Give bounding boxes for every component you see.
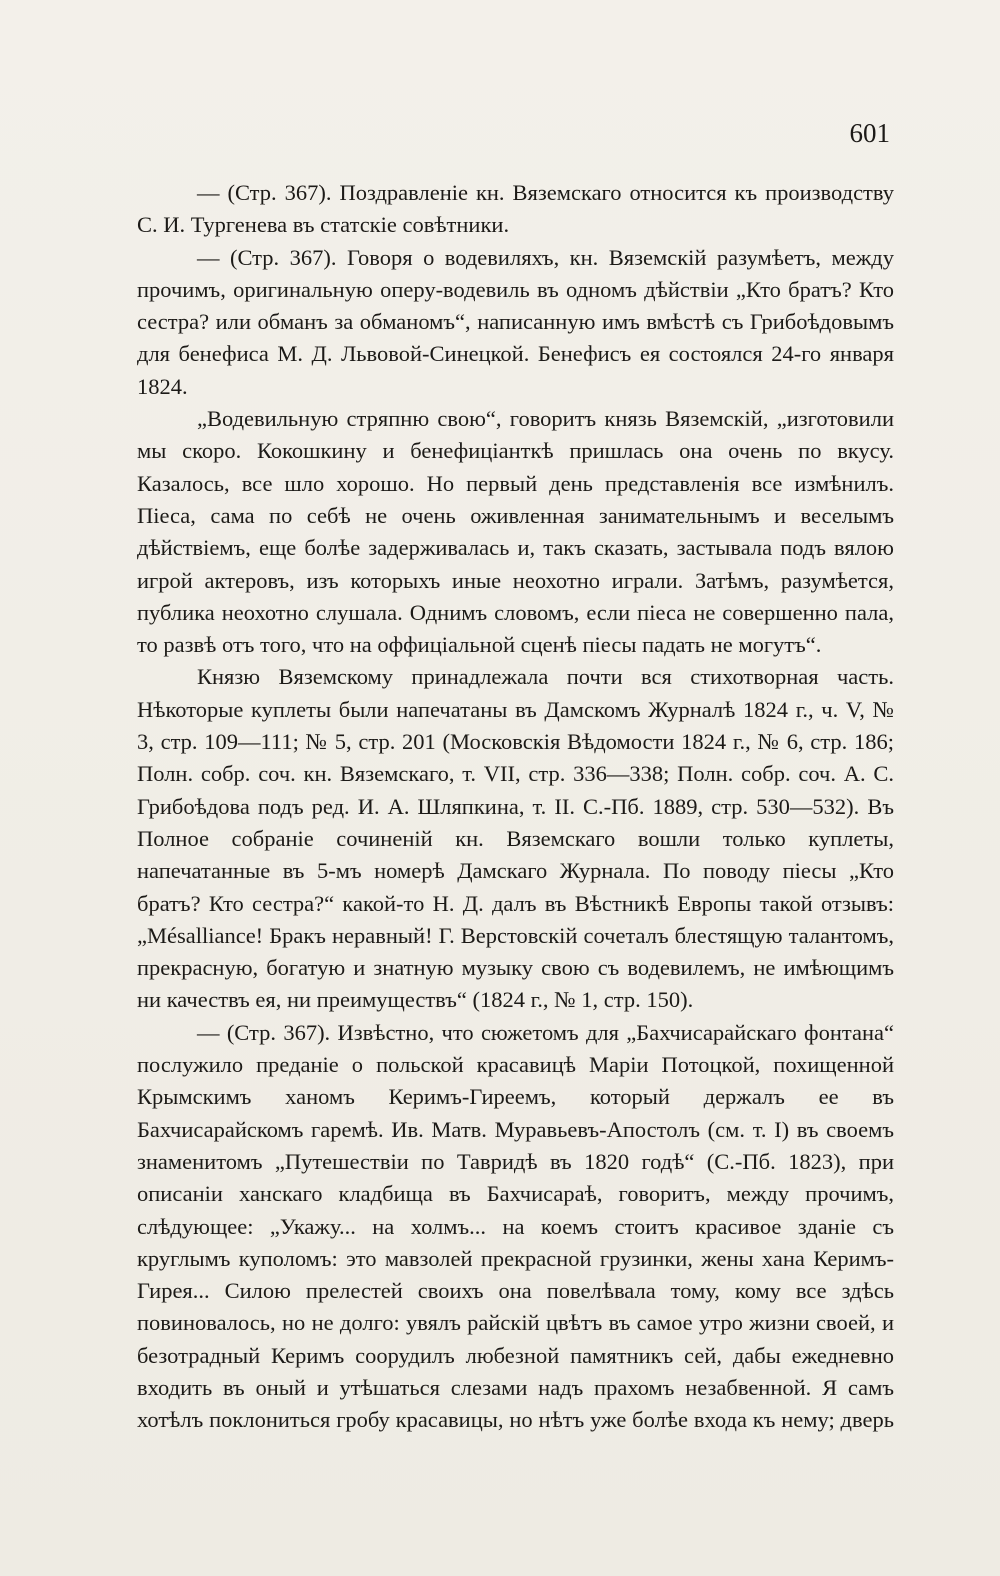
- paragraph-4: Князю Вяземскому принадлежала почти вся стихотворная часть. Нѣкоторые куплеты были напечатаны въ Дамскомъ Журналѣ 1824 г., ч. V, № 3, стр. 109—111; № 5, стр. 201 (Московскія Вѣдомости 1824 г., № 6, стр. 186; Полн. собр. соч. кн. Вяземскаго, т. VII, стр. 336—338; Полн. собр. соч. А. С. Грибоѣдова подъ ред. И. А. Шляпкина, т. II. С.-Пб. 1889, стр. 530—532). Въ Полное собраніе сочиненій кн. Вяземскаго вошли только куплеты, напечатанные въ 5-мъ номерѣ Дамскаго Журнала. По поводу піесы „Кто братъ? Кто сестра?“ какой-то Н. Д. далъ въ Вѣстникѣ Европы такой отзывъ: „Mésalliance! Бракъ неравный! Г. Верстовскій сочеталъ блестящую талантомъ, прекрасную, богатую и знатную музыку свою съ водевилемъ, не имѣющимъ ни качествъ ея, ни преимуществъ“ (1824 г., № 1, стр. 150).: [137, 664, 894, 1013]
- paragraph-5: — (Стр. 367). Извѣстно, что сюжетомъ для „Бахчисарайскаго фонтана“ послужило преданіе о польской красавицѣ Маріи Потоцкой, похищенной Крымскимъ ханомъ Керимъ-Гиреемъ, который держалъ ее въ Бахчисарайскомъ гаремѣ. Ив. Матв. Муравьевъ-Апостолъ (см. т. I) въ своемъ знаменитомъ „Путешествіи по Тавридѣ въ 1820 годѣ“ (С.-Пб. 1823), при описаніи ханскаго кладбища въ Бахчисараѣ, говоритъ, между прочимъ, слѣдующее: „Укажу... на холмъ... на коемъ стоитъ красивое зданіе съ круглымъ куполомъ: это мавзолей прекрасной грузинки, жены хана Керимъ-Гирея... Силою прелестей своихъ она повелѣвала тому, кому все здѣсь повиновалось, но не долго: увялъ райскій цвѣтъ въ самое утро жизни своей, и безотрадный Керимъ соорудилъ любезной памятникъ сей, дабы ежедневно входить въ оный и утѣшаться слезами надъ прахомъ незабвенной. Я самъ хотѣлъ поклониться гробу красавицы, но нѣтъ уже болѣе входа къ нему; дверь: [137, 1019, 894, 1433]
- paragraph-3: „Водевильную стряпню свою“, говоритъ князь Вяземскій, „изготовили мы скоро. Кокошкину и бенефиціанткѣ пришлась она очень по вкусу. Казалось, все шло хорошо. Но первый день представленія все измѣнилъ. Піеса, сама по себѣ не очень оживленная занимательнымъ и веселымъ дѣйствіемъ, еще болѣе задерживалась и, такъ сказать, застывала подъ вялою игрой актеровъ, изъ которыхъ иные неохотно играли. Затѣмъ, разумѣется, публика неохотно слушала. Однимъ словомъ, если піеса не совершенно пала, то развѣ отъ того, что на оффиціальной сценѣ піесы падать не могутъ“.: [137, 406, 894, 658]
- page-body: [137, 177, 894, 1437]
- paragraph-2: — (Стр. 367). Говоря о водевиляхъ, кн. Вяземскій разумѣетъ, между прочимъ, оригинальную оперу-водевиль въ одномъ дѣйствіи „Кто братъ? Кто сестра? или обманъ за обманомъ“, написанную имъ вмѣстѣ съ Грибоѣдовымъ для бенефиса М. Д. Львовой-Синецкой. Бенефисъ ея состоялся 24-го января 1824.: [137, 244, 894, 399]
- paragraph-1: — (Стр. 367). Поздравленіе кн. Вяземскаго относится къ производству С. И. Тургенева въ статскіе совѣтники.: [137, 180, 894, 238]
- page-number: 601: [849, 118, 890, 148]
